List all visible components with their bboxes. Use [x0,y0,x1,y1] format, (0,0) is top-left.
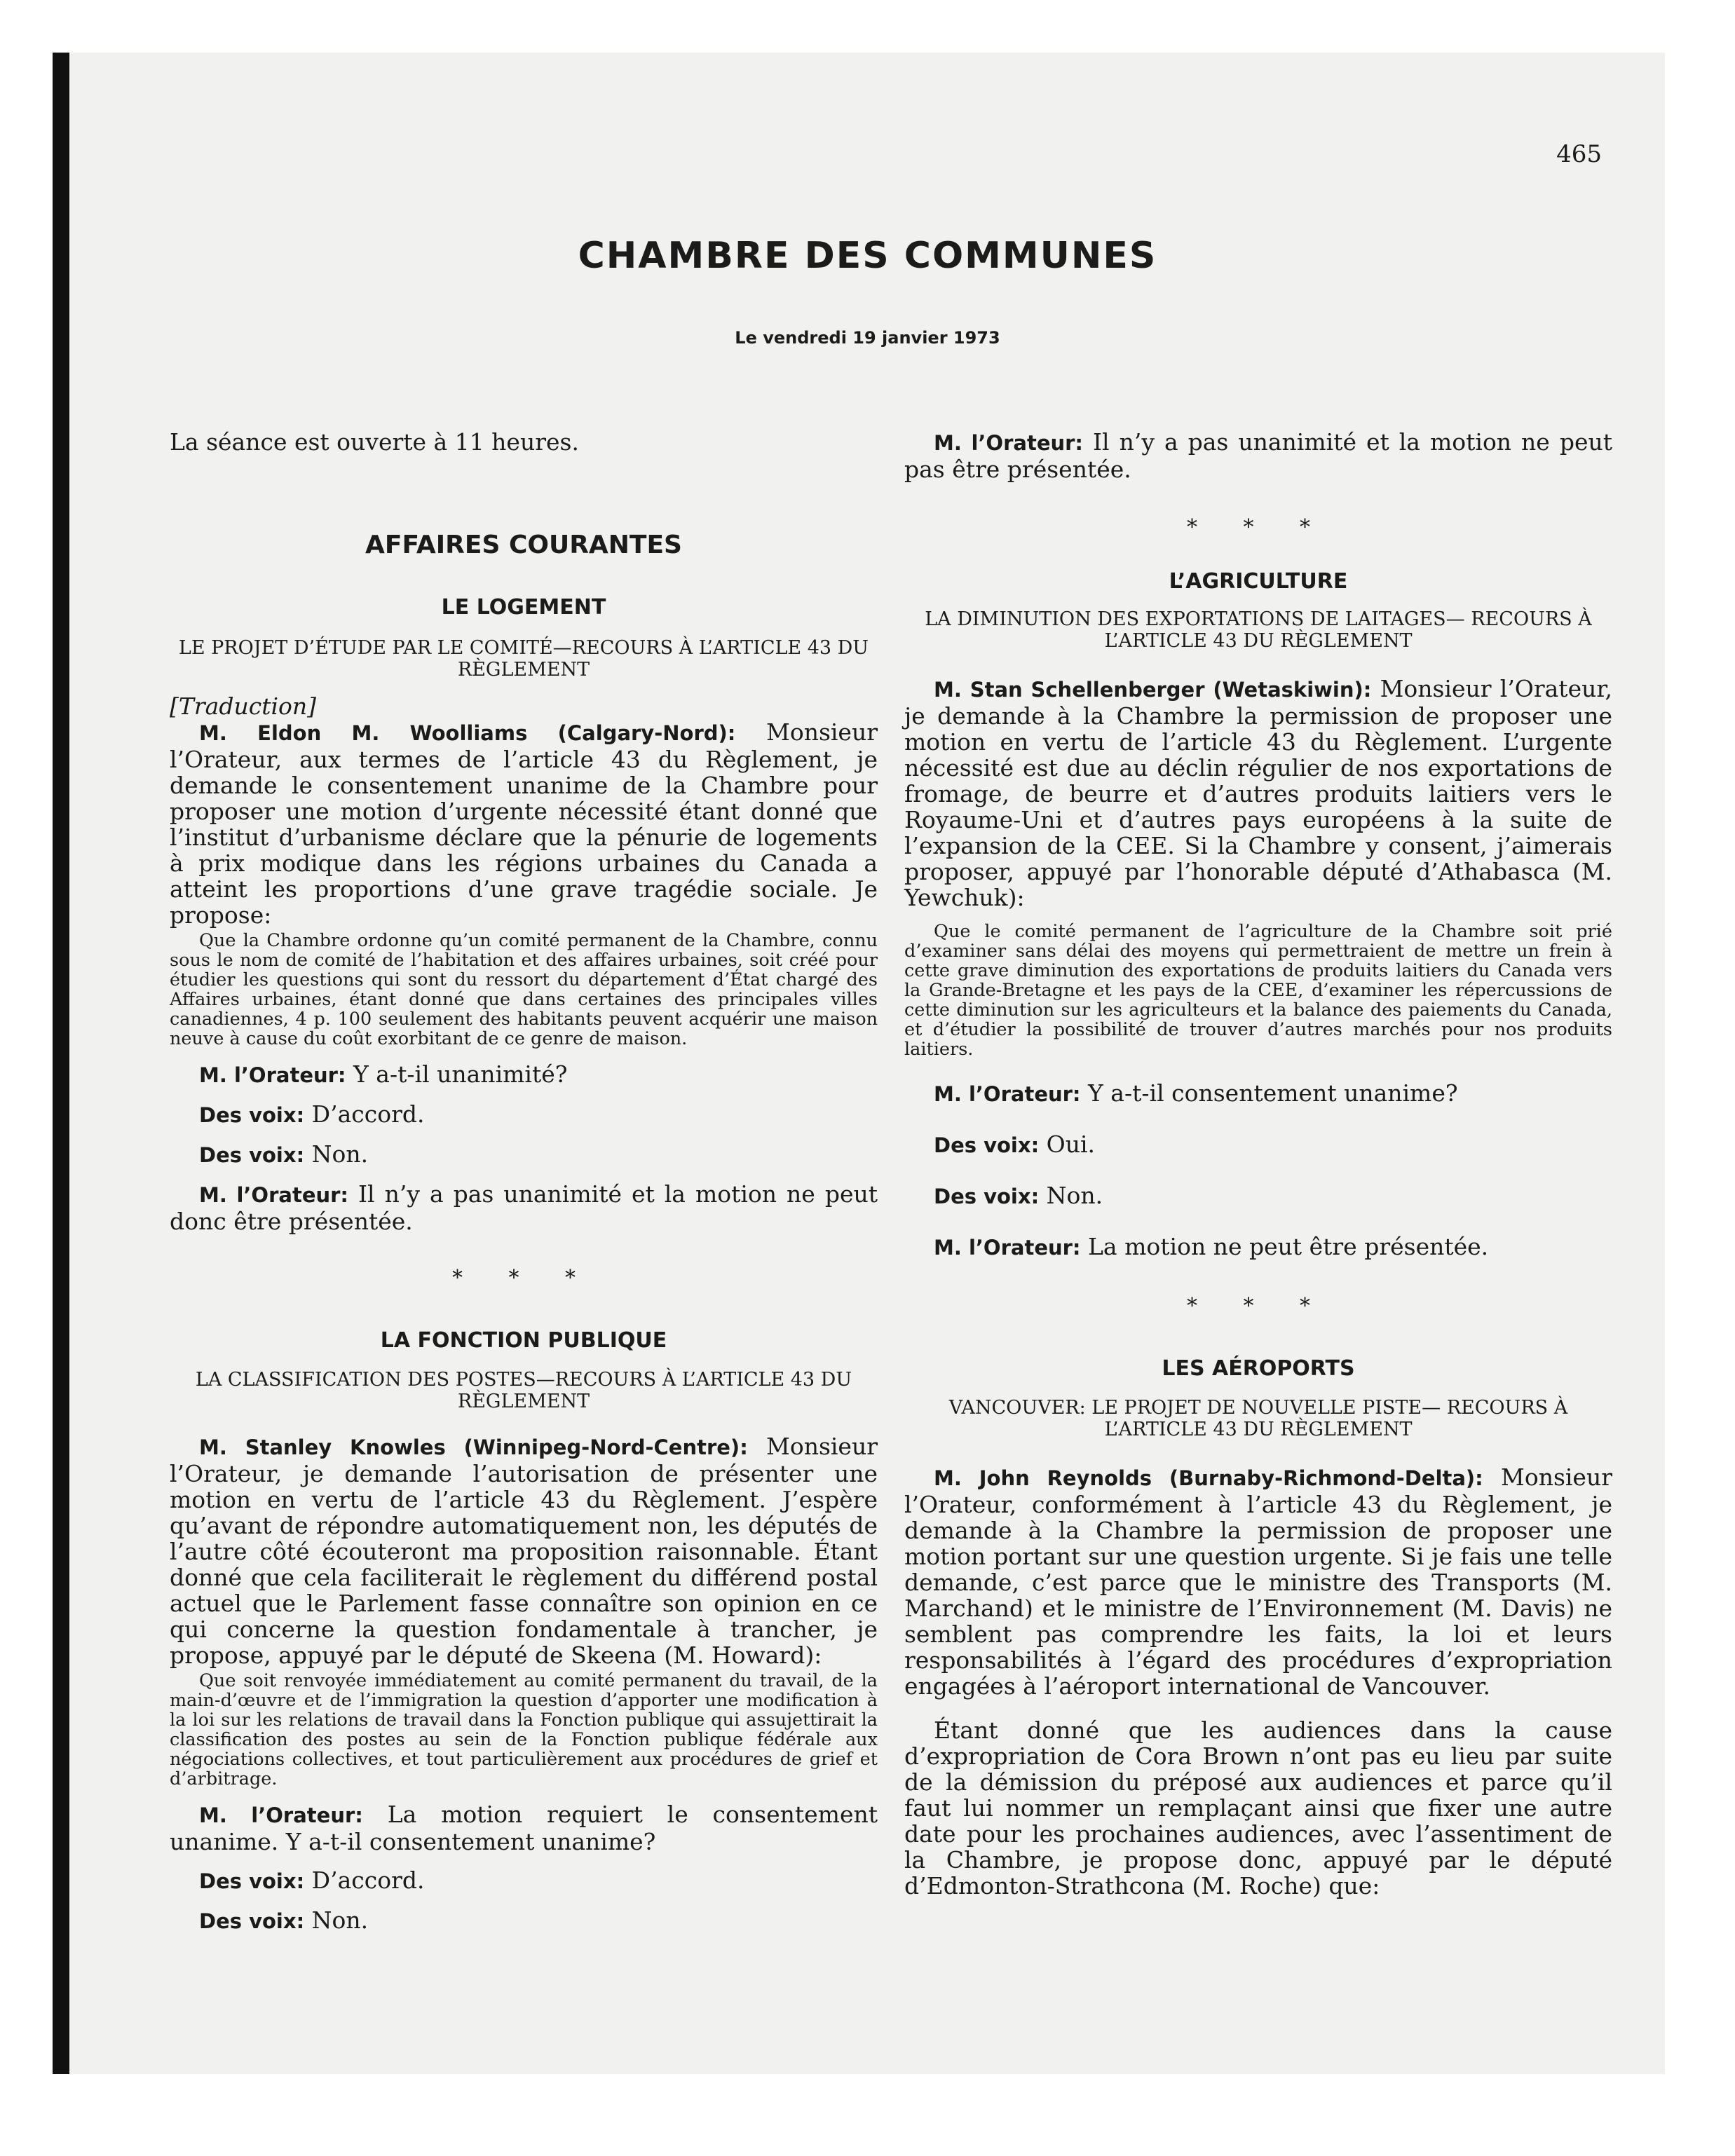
section-separator: * * * [451,1266,596,1290]
exchange-line [170,1801,878,1855]
speech-paragraph [904,676,1612,910]
speech-text: Monsieur l’Orateur, je demande à la Chambre la permission de proposer une motion en vertu de l’article 43 du Règlement. L’urgente nécessité est due au déclin régulier de nos exportations de fromage, de beurre et d’autres produits laitiers vers le Royaume-Uni et d’autres pays européens à la suite de l’expansion de la CEE. Si la Chambre y consent, j’aimerais proposer, appuyé par l’honorable député d’Athabasca (M. Yewchuk): [904,675,1612,911]
speech-paragraph [170,719,878,928]
exchange-text: Il n’y a pas unanimité et la motion ne peut donc être présentée. [170,1180,878,1235]
exchange-line [170,1181,878,1234]
page-number: 465 [1556,140,1602,168]
exchange-text: Non. [1039,1182,1103,1209]
exchange-text: Non. [304,1140,369,1168]
speech-text: Monsieur l’Orateur, aux termes de l’article 43 du Règlement, je demande le consentement unanime de la Chambre pour proposer une motion d’urgente nécessité étant donné que l’institut d’urbanisme déclare que la pénurie de logements à prix modique dans les régions urbaines du Canada a atteint les proportions d’une grave tragédie sociale. Je propose: [170,718,878,929]
exchange-line [904,1131,1612,1159]
exchange-line [904,1234,1612,1261]
exchange-line [170,1141,878,1168]
speaker-name: Des voix: [199,1869,305,1893]
exchange-text: La motion ne peut être présentée. [1080,1233,1489,1260]
speech-paragraph [904,1464,1612,1699]
section-separator: * * * [1186,1294,1331,1318]
speaker-name: M. Stan Schellenberger (Wetaskiwin): [934,678,1372,702]
exchange-line [170,1101,878,1128]
exchange-line [904,429,1612,482]
translation-note: [Traduction] [170,692,317,720]
motion-text: Que soit renvoyée immédiatement au comité permanent du travail, de la main-d’œuvre et de l’immigration la question d’apporter une modification à la loi sur les relations de travail dans la Fonction publique qui assujettirait la classification des postes au sein de la Fonction publique fédérale aux négociations collectives, et tout particulièrement aux procédures de grief et d’arbitrage. [170,1670,878,1789]
exchange-line [170,1907,878,1935]
exchange-text: Il n’y a pas unanimité et la motion ne peut pas être présentée. [904,428,1612,483]
exchange-text: Non. [304,1906,369,1934]
motion-text: Que le comité permanent de l’agriculture de la Chambre soit prié d’examiner sans délai des moyens qui permettraient de mettre un frein à cette grave diminution des exportations de produits laitiers du Canada vers la Grande-Bretagne et les pays de la CEE, d’examiner les répercussions de cette diminution sur les agriculteurs et la balance des paiements du Canada, et d’étudier la possibilité de trouver d’autres marchés pour nos produits laitiers. [904,921,1612,1060]
speech-text: Monsieur l’Orateur, je demande l’autorisation de présenter une motion en vertu de l’article 43 du Règlement. J’espère qu’avant de répondre automatiquement non, les députés de l’autre côté écouteront ma proposition raisonnable. Étant donné que cela faciliterait le règlement du différend postal actuel que le Parlement fasse connaître son opinion en ce qui concerne la question fondamentale à trancher, je propose, appuyé par le député de Skeena (M. Howard): [170,1433,878,1669]
speaker-name: Des voix: [199,1909,305,1933]
speech-paragraph: Étant donné que les audiences dans la cause d’expropriation de Cora Brown n’ont pas eu lieu par suite de la démission du préposé aux audiences et parce qu’il faut lui nommer un remplaçant ainsi que fixer une autre date pour les prochaines audiences, avec l’assentiment de la Chambre, je propose donc, appuyé par le député d’Edmonton-Strathcona (M. Roche) que: [904,1717,1612,1899]
speaker-name: M. l’Orateur: [199,1063,346,1087]
speaker-name: M. l’Orateur: [934,1082,1081,1106]
speaker-name: M. l’Orateur: [934,1236,1081,1260]
right-column [904,429,1612,1899]
exchange-text: Oui. [1039,1131,1096,1158]
subject-heading: LES AÉROPORTS [1162,1356,1355,1381]
speaker-name: Des voix: [934,1133,1040,1157]
exchange-line [170,1867,878,1895]
speech-text: Monsieur l’Orateur, conformément à l’article 43 du Règlement, je demande à la Chambre la permission de proposer une motion portant sur une question urgente. Si je fais une telle demande, c’est parce que le ministre des Transports (M. Marchand) et le ministre de l’Environnement (M. Davis) ne semblent pas comprendre les faits, la loi et leurs responsabilités à l’égard des procédures d’expropriation engagées à l’aéroport international de Vancouver. [904,1464,1612,1700]
section-title: AFFAIRES COURANTES [365,531,682,559]
sitting-date: Le vendredi 19 janvier 1973 [735,328,1000,348]
sitting-opening: La séance est ouverte à 11 heures. [170,428,579,456]
exchange-line [904,1080,1612,1107]
speaker-name: M. l’Orateur: [199,1183,349,1207]
exchange-text: D’accord. [304,1867,425,1894]
motion-text: Que la Chambre ordonne qu’un comité permanent de la Chambre, connu sous le nom de comité de l’habitation et des affaires urbaines, soit créé pour étudier les questions qui sont du ressort du département d’État chargé des Affaires urbaines, étant donné que dans certaines des principales villes canadiennes, 4 p. 100 seulement des habitants peuvent acquérir une maison neuve à cause du coût exorbitant de ce genre de maison. [170,930,878,1049]
speaker-name: M. l’Orateur: [934,431,1084,455]
subject-heading: LE LOGEMENT [441,595,606,620]
exchange-text: D’accord. [304,1100,425,1128]
exchange-text: Y a-t-il consentement unanime? [1080,1079,1458,1107]
scan-edge [53,53,69,2074]
exchange-line [904,1182,1612,1210]
exchange-text: Y a-t-il unanimité? [346,1060,568,1088]
speech-paragraph [170,1433,878,1668]
subject-subtitle: LA CLASSIFICATION DES POSTES—RECOURS À L’ARTICLE 43 DU RÈGLEMENT [195,1369,852,1412]
subject-subtitle: LE PROJET D’ÉTUDE PAR LE COMITÉ—RECOURS À L’ARTICLE 43 DU RÈGLEMENT [178,637,869,681]
speaker-name: M. Eldon M. Woolliams (Calgary-Nord): [199,721,736,745]
speaker-name: M. l’Orateur: [199,1803,363,1827]
exchange-line [170,1061,878,1089]
page-title: CHAMBRE DES COMMUNES [578,235,1157,277]
subject-heading: LA FONCTION PUBLIQUE [380,1328,667,1353]
speaker-name: Des voix: [199,1143,305,1167]
speaker-name: M. John Reynolds (Burnaby-Richmond-Delta): [934,1466,1483,1490]
subject-heading: L’AGRICULTURE [1169,569,1348,594]
subject-subtitle: LA DIMINUTION DES EXPORTATIONS DE LAITAGES— RECOURS À L’ARTICLE 43 DU RÈGLEMENT [925,608,1592,652]
subject-subtitle: VANCOUVER: LE PROJET DE NOUVELLE PISTE— RECOURS À L’ARTICLE 43 DU RÈGLEMENT [948,1397,1568,1440]
exchange-text: La motion requiert le consentement unanime. Y a-t-il consentement unanime? [170,1801,878,1855]
speaker-name: M. Stanley Knowles (Winnipeg-Nord-Centre): [199,1435,748,1459]
section-separator: * * * [1186,515,1331,540]
speaker-name: Des voix: [199,1103,305,1127]
left-column [170,429,878,1935]
speaker-name: Des voix: [934,1185,1040,1208]
